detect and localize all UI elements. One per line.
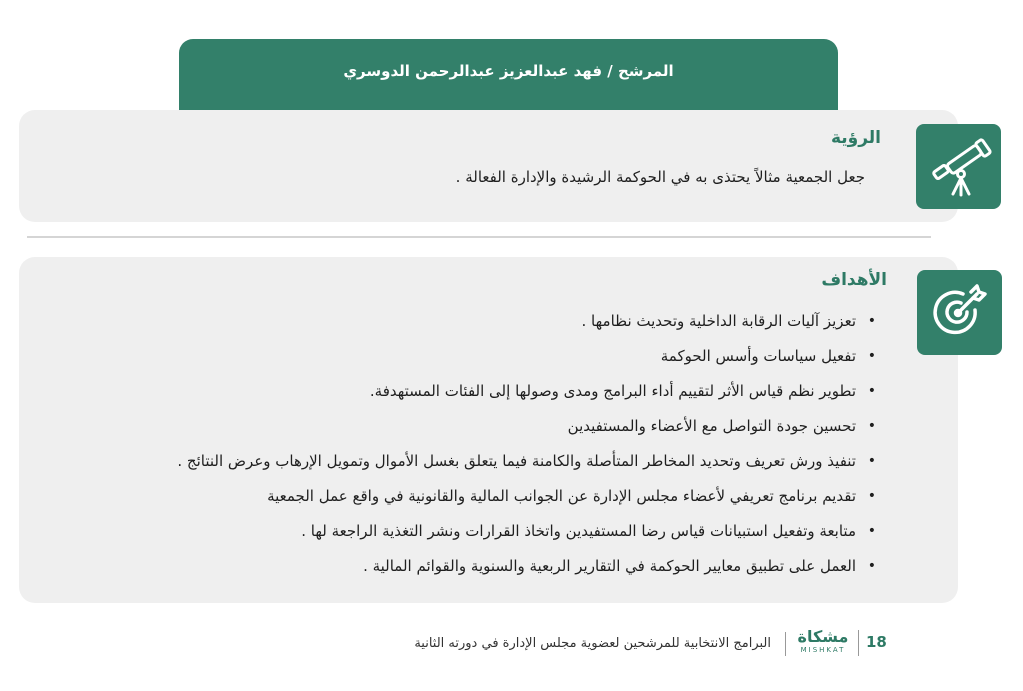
list-item <box>177 415 876 450</box>
bullet: • <box>867 348 876 364</box>
list-item <box>177 485 876 520</box>
bullet: • <box>867 488 876 504</box>
goals-icon-box <box>917 270 1002 355</box>
bullet: • <box>867 418 876 434</box>
telescope-icon <box>924 132 994 202</box>
list-item <box>177 310 876 345</box>
footer-text: البرامج الانتخابية للمرشحين لعضوية مجلس الإدارة في دورته الثانية <box>414 636 771 651</box>
list-item <box>177 450 876 485</box>
vision-icon-box <box>916 124 1001 209</box>
goal-text: متابعة وتفعيل استبيانات قياس رضا المستفيدين واتخاذ القرارات ونشر التغذية الراجعة لها . <box>301 522 856 540</box>
target-icon <box>927 280 993 346</box>
candidate-name: المرشح / فهد عبدالعزيز عبدالرحمن الدوسري <box>343 62 674 80</box>
bullet: • <box>867 313 876 329</box>
goal-text: تطوير نظم قياس الأثر لتقييم أداء البرامج ومدى وصولها إلى الفئات المستهدفة. <box>369 382 856 400</box>
list-item <box>177 380 876 415</box>
goals-title: الأهداف <box>821 270 887 290</box>
vision-panel <box>19 110 958 222</box>
footer-divider <box>858 630 859 656</box>
goal-text: تنفيذ ورش تعريف وتحديد المخاطر المتأصلة والكامنة فيما يتعلق بغسل الأموال وتمويل الإرهاب وعرض النتائج . <box>177 452 856 470</box>
logo-arabic: مشكاة <box>797 627 849 646</box>
list-item <box>177 345 876 380</box>
divider <box>27 236 931 238</box>
goals-list <box>177 310 876 590</box>
logo-english: MISHKAT <box>800 646 846 654</box>
mishkat-logo <box>794 628 852 654</box>
list-item <box>177 520 876 555</box>
bullet: • <box>867 383 876 399</box>
goal-text: تفعيل سياسات وأسس الحوكمة <box>660 347 856 365</box>
goal-text: العمل على تطبيق معايير الحوكمة في التقارير الربعية والسنوية والقوائم المالية . <box>363 557 856 575</box>
bullet: • <box>867 558 876 574</box>
bullet: • <box>867 523 876 539</box>
goal-text: تحسين جودة التواصل مع الأعضاء والمستفيدين <box>567 417 856 435</box>
vision-text: جعل الجمعية مثالاً يحتذى به في الحوكمة الرشيدة والإدارة الفعالة . <box>455 168 865 186</box>
bullet: • <box>867 453 876 469</box>
page-number: 18 <box>866 633 887 651</box>
footer-divider <box>785 632 786 656</box>
candidate-header <box>179 39 838 110</box>
list-item <box>177 555 876 590</box>
vision-title: الرؤية <box>830 128 881 148</box>
goal-text: تعزيز آليات الرقابة الداخلية وتحديث نظامها . <box>581 312 856 330</box>
goal-text: تقديم برنامج تعريفي لأعضاء مجلس الإدارة عن الجوانب المالية والقانونية في واقع عمل الجمعية <box>267 487 856 505</box>
